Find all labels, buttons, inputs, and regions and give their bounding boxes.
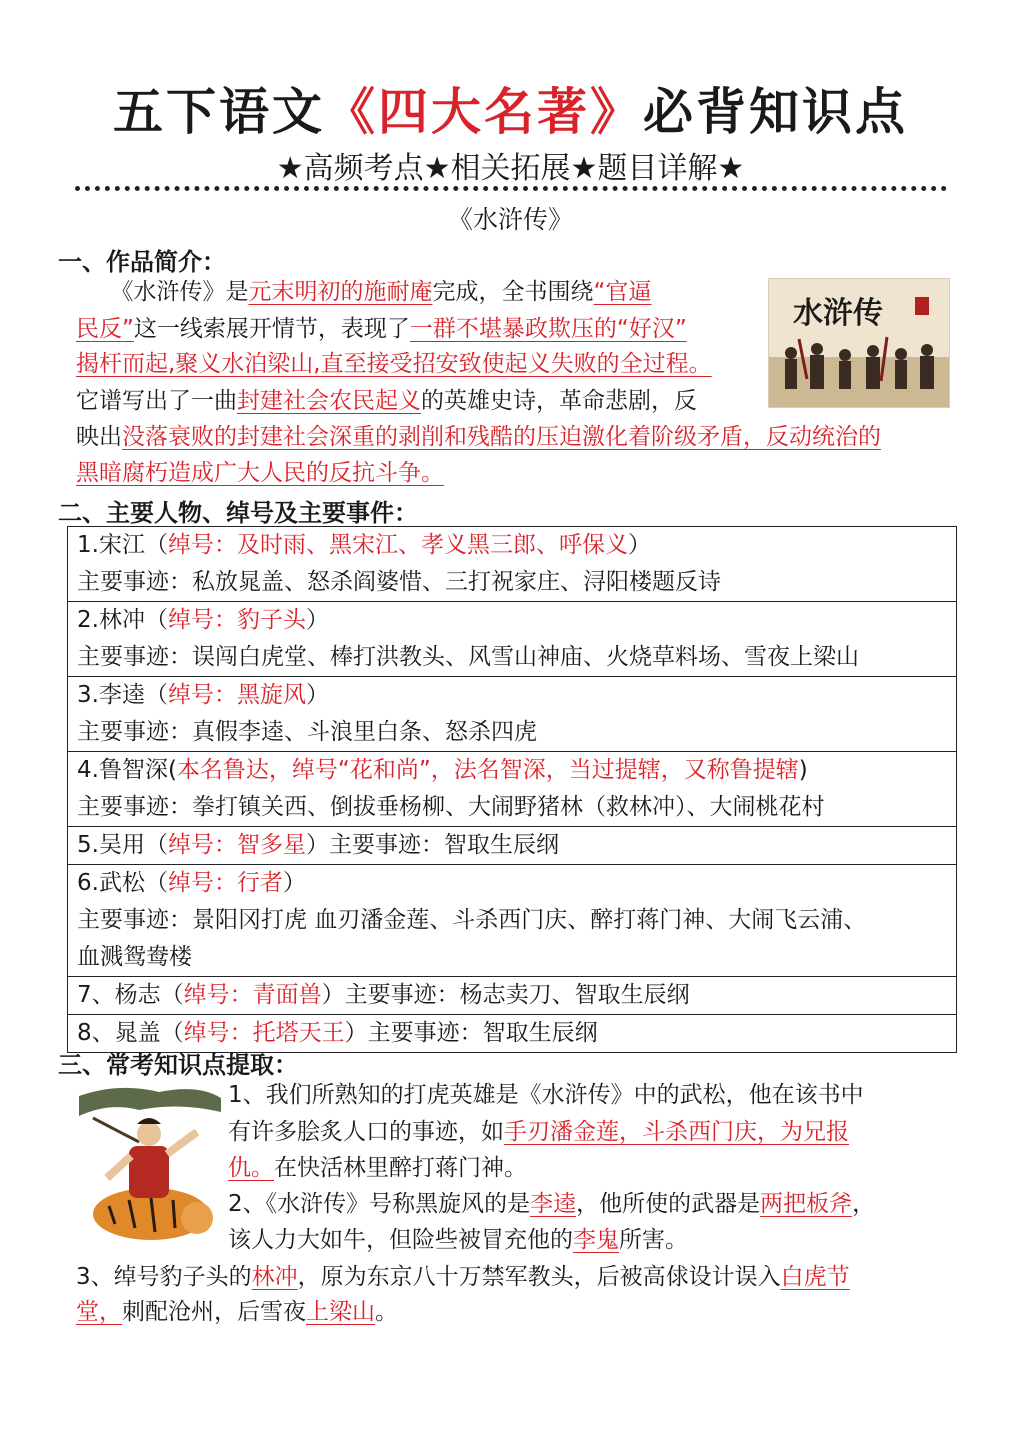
- body-text: 完成，全书围绕: [432, 279, 594, 305]
- highlighted-text: 白虎节: [780, 1264, 850, 1290]
- body-text: 在快活林里醉打蒋门神。: [274, 1155, 527, 1181]
- body-text: ): [798, 757, 808, 783]
- character-table: [67, 526, 957, 1053]
- highlighted-text: 元末明初的施耐庵: [248, 279, 433, 305]
- table-row: [68, 752, 957, 827]
- body-text: ）: [305, 607, 329, 633]
- body-text: 1、我们所熟知的打虎英雄是《水浒传》中的武松，他在该书中: [228, 1082, 864, 1108]
- nickname-text: 绰号：黑旋风: [167, 682, 306, 708]
- highlighted-text: 黑暗腐朽造成广大人民的反抗斗争。: [76, 460, 444, 486]
- body-text: 3.李逵（: [77, 682, 168, 708]
- highlighted-text: “官逼: [593, 279, 652, 305]
- body-text: 4.鲁智深(: [77, 757, 177, 783]
- cell-line: [77, 789, 947, 826]
- body-text: 《水浒传》是: [76, 279, 249, 305]
- table-row: [68, 865, 957, 977]
- cell-line: [77, 939, 947, 976]
- cell-line: [77, 677, 947, 714]
- highlighted-text: 手刃潘金莲，斗杀西门庆，为兄报: [504, 1119, 849, 1145]
- text-line: [228, 1225, 688, 1255]
- highlighted-text: 林冲: [251, 1264, 298, 1290]
- highlighted-text: 没落衰败的封建社会深重的剥削和残酷的压迫激化着阶级矛盾，反动统治的: [122, 424, 881, 450]
- body-text: 主要事迹：景阳冈打虎 血刃潘金莲、斗杀西门庆、醉打蒋门神、大闹飞云浦、: [77, 907, 867, 933]
- body-text: 2.林冲（: [77, 607, 168, 633]
- body-text: ）: [305, 682, 329, 708]
- cell-line: [77, 564, 947, 601]
- cell-line: [77, 639, 947, 676]
- text-line: [76, 277, 651, 307]
- cell-line: [77, 902, 947, 939]
- body-text: 6.武松（: [77, 870, 168, 896]
- highlighted-text: 封建社会农民起义: [237, 388, 421, 414]
- table-row: [68, 527, 957, 602]
- title-post: 必背知识点: [643, 83, 908, 141]
- body-text: ）: [282, 870, 306, 896]
- character-cell: [68, 677, 957, 752]
- body-text: 3、绰号豹子头的: [76, 1264, 252, 1290]
- nickname-text: 绰号：智多星: [167, 832, 306, 858]
- section2-heading: 二、主要人物、绰号及主要事件：: [58, 499, 418, 527]
- highlighted-text: 仇。: [228, 1155, 274, 1181]
- body-text: 该人力大如牛，但险些被冒充他的: [228, 1227, 573, 1253]
- text-line: [76, 422, 881, 452]
- body-text: 这一线索展开情节，表现了: [133, 316, 410, 342]
- body-text: 主要事迹：私放晁盖、怒杀阎婆惜、三打祝家庄、浔阳楼题反诗: [77, 569, 721, 595]
- body-text: ）主要事迹：智取生辰纲: [344, 1020, 598, 1046]
- body-text: ）主要事迹：智取生辰纲: [305, 832, 559, 858]
- body-text: ）主要事迹：杨志卖刀、智取生辰纲: [321, 982, 690, 1008]
- character-cell: [68, 602, 957, 677]
- text-line: [76, 458, 444, 488]
- nickname-text: 绰号：豹子头: [167, 607, 306, 633]
- table-row: [68, 602, 957, 677]
- character-cell: [68, 977, 957, 1015]
- water-margin-illustration-icon: [768, 278, 950, 408]
- text-line: [76, 1297, 398, 1327]
- body-text: 血溅鸳鸯楼: [77, 944, 192, 970]
- body-text: 。: [375, 1299, 398, 1325]
- text-line: [228, 1189, 875, 1219]
- character-cell: [68, 865, 957, 977]
- body-text: 映出: [76, 424, 122, 450]
- body-text: 主要事迹：真假李逵、斗浪里白条、怒杀四虎: [77, 719, 537, 745]
- body-text: 7、杨志（: [77, 982, 184, 1008]
- cell-line: [77, 977, 947, 1014]
- image-caption: 水浒传: [793, 296, 883, 331]
- body-text: 5.吴用（: [77, 832, 168, 858]
- table-row: [68, 827, 957, 865]
- body-text: 它谱写出了一曲: [76, 388, 237, 414]
- cell-line: [77, 865, 947, 902]
- cell-line: [77, 827, 947, 864]
- cell-line: [77, 752, 947, 789]
- body-text: 8、晁盖（: [77, 1020, 184, 1046]
- cell-line: [77, 602, 947, 639]
- highlighted-text: 一群不堪暴政欺压的“好汉”: [409, 316, 687, 342]
- body-text: 所害。: [619, 1227, 688, 1253]
- text-line: [228, 1153, 527, 1183]
- page-subtitle: ★高频考点★相关拓展★题目详解★: [276, 151, 745, 186]
- table-row: [68, 677, 957, 752]
- body-text: 刺配沧州，后雪夜: [122, 1299, 306, 1325]
- dotted-divider: [75, 186, 947, 191]
- nickname-text: 绰号：托塔天王: [183, 1020, 345, 1046]
- highlighted-text: 民反”: [76, 316, 134, 342]
- highlighted-text: 李逵: [530, 1191, 577, 1217]
- body-text: ，他所使的武器是: [576, 1191, 761, 1217]
- body-text: ，: [852, 1191, 876, 1217]
- body-text: 有许多脍炙人口的事迹，如: [228, 1119, 504, 1145]
- text-line: [228, 1117, 849, 1147]
- text-line: [76, 314, 687, 344]
- body-text: 的英雄史诗，革命悲剧，反: [421, 388, 697, 414]
- section1-heading: 一、作品简介：: [58, 248, 226, 276]
- text-line: [76, 386, 697, 416]
- body-text: 2、《水浒传》号称黑旋风的是: [228, 1191, 531, 1217]
- text-line: [76, 349, 712, 379]
- body-text: ，原为东京八十万禁军教头，后被高俅设计误入: [297, 1264, 781, 1290]
- title-red: 《四大名著》: [325, 83, 643, 141]
- highlighted-text: 堂，: [76, 1299, 122, 1325]
- highlighted-text: 揭杆而起,聚义水泊梁山,直至接受招安致使起义失败的全过程。: [76, 351, 712, 377]
- section3-heading: 三、常考知识点提取：: [58, 1051, 298, 1079]
- body-text: ）: [627, 532, 651, 558]
- nickname-text: 绰号：青面兽: [183, 982, 322, 1008]
- book-title: 《水浒传》: [447, 205, 573, 234]
- table-row: [68, 977, 957, 1015]
- text-line: [76, 1262, 850, 1292]
- page-title: [0, 72, 1021, 144]
- title-pre: 五下语文: [113, 83, 325, 141]
- character-cell: [68, 752, 957, 827]
- character-cell: [68, 827, 957, 865]
- cell-line: [77, 714, 947, 751]
- cell-line: [77, 527, 947, 564]
- highlighted-text: 上梁山: [306, 1299, 375, 1325]
- highlighted-text: 两把板斧: [760, 1191, 853, 1217]
- nickname-text: 绰号：及时雨、黑宋江、孝义黑三郎、呼保义: [167, 532, 628, 558]
- body-text: 1.宋江（: [77, 532, 168, 558]
- text-line: [228, 1080, 864, 1110]
- nickname-text: 绰号：行者: [167, 870, 283, 896]
- highlighted-text: 李鬼: [573, 1227, 619, 1253]
- body-text: 主要事迹：误闯白虎堂、棒打洪教头、风雪山神庙、火烧草料场、雪夜上梁山: [77, 644, 859, 670]
- body-text: 主要事迹：拳打镇关西、倒拔垂杨柳、大闹野猪林（救林冲）、大闹桃花村: [77, 794, 825, 820]
- tiger-fight-illustration-icon: [79, 1082, 221, 1252]
- character-cell: [68, 527, 957, 602]
- nickname-text: 本名鲁达，绰号“花和尚”，法名智深，当过提辖，又称鲁提辖: [176, 757, 799, 783]
